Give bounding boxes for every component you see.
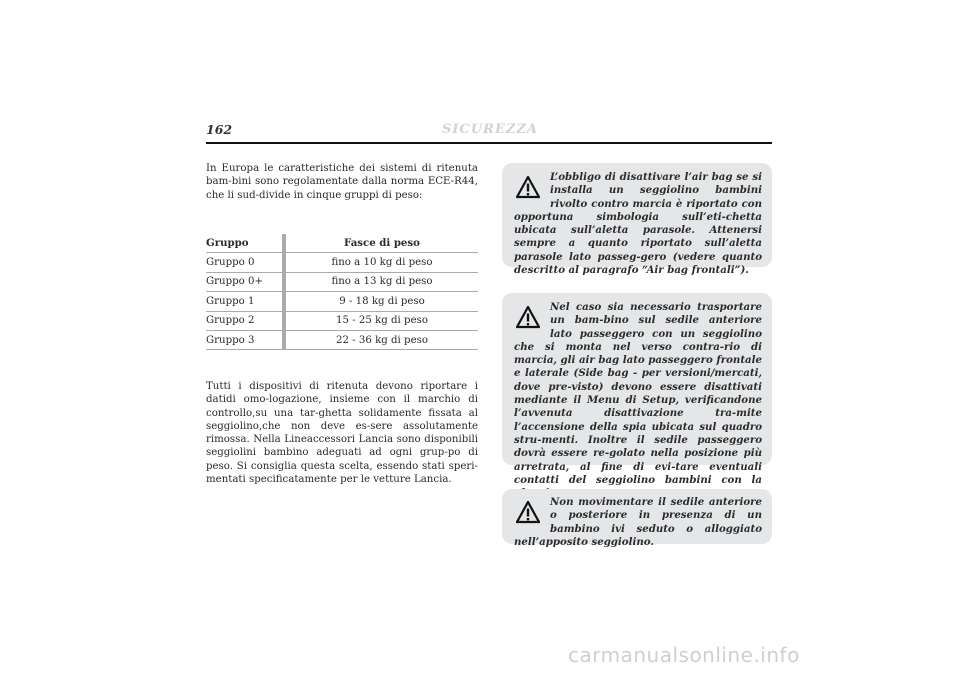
warning-triangle-icon	[516, 175, 540, 199]
table-row	[206, 330, 478, 349]
group-cell: Gruppo 1	[206, 292, 282, 311]
group-cell: Gruppo 3	[206, 330, 282, 349]
group-cell: Gruppo 0	[206, 253, 282, 272]
weight-groups-table	[206, 234, 478, 350]
weight-cell: 22 - 36 kg di peso	[286, 330, 478, 349]
table-row	[206, 272, 478, 291]
weight-cell: fino a 10 kg di peso	[286, 253, 478, 272]
weight-cell: fino a 13 kg di peso	[286, 272, 478, 291]
warning-box-airbag-deactivation	[502, 293, 772, 486]
table-row	[206, 253, 478, 272]
warning-triangle-icon	[516, 500, 540, 524]
column-header-weight: Fasce di peso	[286, 234, 478, 253]
table-header-row	[206, 234, 478, 253]
page-number: 162	[206, 122, 233, 137]
warning-text: Nel caso sia necessario trasportare un bam-bino sul sedile anteriore lato passeggero con un seggiolino che si monta nel verso contra-rio di marcia, gli air bag lato passeggero frontale e laterale (Side bag - per versioni/mercati, dove pre-visto) devono essere disattivati mediante il Menu di Setup, verificandone l’avvenuta disattivazione tra-mite l’accensione della spia ubicata sul quadro stru-menti. Inoltre il sedile passeggero dovrà essere re-golato nella posizione più arretrata, al fine di evi-tare eventuali contatti del seggiolino bambini con la	[514, 301, 762, 486]
group-cell: Gruppo 0+	[206, 272, 282, 291]
table-row	[206, 292, 478, 311]
group-cell: Gruppo 2	[206, 311, 282, 330]
warning-triangle-icon	[516, 305, 540, 329]
warning-text: Non movimentare il sedile anteriore o posteriore in presenza di un bambino ivi seduto o alloggiato nell’apposito seggiolino.	[514, 496, 762, 548]
page-header	[206, 122, 772, 142]
section-title: SICUREZZA	[442, 122, 538, 137]
table-row	[206, 311, 478, 330]
site-watermark: carmanualsonline.info	[568, 643, 800, 667]
column-header-group: Gruppo	[206, 234, 282, 253]
intro-paragraph: In Europa le caratteristiche dei sistemi di ritenuta bam-bini sono regolamentate dalla norma ECE-R44, che li sud-divide in cinque gruppi di peso:	[206, 163, 478, 201]
weight-cell: 15 - 25 kg di peso	[286, 311, 478, 330]
warning-box-airbag-label	[502, 163, 772, 277]
weight-cell: 9 - 18 kg di peso	[286, 292, 478, 311]
homologation-paragraph: Tutti i dispositivi di ritenuta devono riportare i datidi omo-logazione, insieme con il marchio di controllo,su una tar-ghetta solidamente fissata al seggiolino,che non deve es-sere assolutamente rimossa. Nella Lineaccessori Lancia sono disponibili seggiolini bambino adeguati ad ogni grup-po di peso. Si consiglia questa scelta, essendo stati speri-mentati specificatamente per le vetture Lancia.	[206, 381, 478, 486]
header-rule	[206, 142, 772, 144]
warning-box-seat-movement	[502, 489, 772, 548]
warning-text: L’obbligo di disattivare l’air bag se si installa un seggiolino bambini rivolto contro marcia è riportato con opportuna simbologia sull’eti-chetta ubicata sull’aletta parasole. Attenersi sempre a quanto riportato sull’aletta parasole lato passeg-gero (vedere quanto descritto al paragrafo “Air bag frontali”).	[514, 171, 762, 277]
